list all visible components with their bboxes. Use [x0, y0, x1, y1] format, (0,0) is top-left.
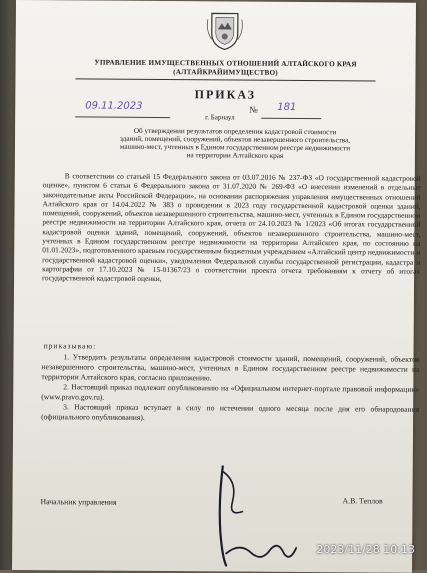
subject-line: Об утверждении результатов определения кадастровой стоимости — [133, 126, 337, 137]
preamble — [42, 171, 421, 285]
document-number: 181 — [277, 101, 297, 113]
document-page — [12, 0, 421, 573]
order-item: 3. Настоящий приказ вступает в силу по истечении одного месяца после дня его обнародования (официального опубликования). — [41, 402, 420, 422]
document-date: 09.11.2023 — [85, 100, 143, 112]
order-item: 1. Утвердить результаты определения кадастровой стоимости зданий, помещений, сооружений, объектов незавершенного строительства, машино-мест, учтенных в Едином государственном реестре недвижимости на территории Алтайского края, согласно приложению. — [41, 352, 420, 383]
signer-title: Начальник управления — [40, 497, 117, 507]
issuing-authority — [75, 58, 375, 78]
document-subject — [70, 126, 400, 160]
preamble-paragraph: В соответствии со статьей 15 Федерального закона от 03.07.2016 № 237-ФЗ «О государственной кадастровой оценке», пунктом 6 статьи 6 Федерального закона от 31.07.2020 № 269-ФЗ «О внесении изменений в отдельные законодательные акты Российской Федерации», на основании распоряжения управления имущественных отношений Алтайского края от 14.04.2022 № 383 о проведении в 2023 году государственной кадастровой оценки зданий, помещений, сооружений, объектов незавершенного строительства, машино-мест, учтенных в Едином государственном реестре недвижимости на территории Алтайского края, отчета от 24.10.2023 № 1/2023 «Об итогах государственной кадастровой оценки зданий, помещений, сооружений, объектов незавершенного строительства, машино-мест, учтенных в Едином государственном реестре недвижимости на территории Алтайского края, по состоянию на 01.01.2023», подготовленного краевым государственным бюджетным учреждением «Алтайский центр недвижимости и государственной кадастровой оценки», уведомления Федеральной службы государственной регистрации, кадастра и картографии от 17.10.2023 № 15-01367/23 о соответствии проекта отчета требованиям к отчету об итогах государственной кадастровой оценки, — [42, 171, 421, 284]
orders-label: приказываю: — [43, 341, 97, 351]
number-sign: № — [249, 104, 258, 115]
subject-line: на территории Алтайского края — [186, 151, 284, 160]
document-type: ПРИКАЗ — [194, 87, 257, 102]
subject-line: машино-мест, учтенных в Едином государственном реестре недвижимости — [119, 142, 351, 153]
header-divider — [75, 78, 375, 81]
order-items — [41, 352, 419, 425]
subject-line: зданий, помещений, сооружений, объектов незавершенного строительства, — [119, 134, 351, 145]
document-city: г. Барнаул — [205, 113, 235, 122]
photo-timestamp: 2023/11/28 10:13 — [316, 543, 415, 556]
handwritten-signature — [192, 461, 313, 572]
order-item: 2. Настоящий приказ подлежит опубликованию на «Официальном интернет-портале правовой информации» (www.pravo.gov.ru). — [41, 382, 420, 402]
coat-of-arms-icon — [206, 9, 244, 51]
signer-name: А.В. Теплов — [342, 496, 383, 506]
authority-name: УПРАВЛЕНИЕ ИМУЩЕСТВЕННЫХ ОТНОШЕНИЙ АЛТАЙСКОГО КРАЯ — [94, 58, 357, 69]
authority-short-name: (АЛТАЙКРАЙИМУЩЕСТВО) — [173, 68, 278, 77]
